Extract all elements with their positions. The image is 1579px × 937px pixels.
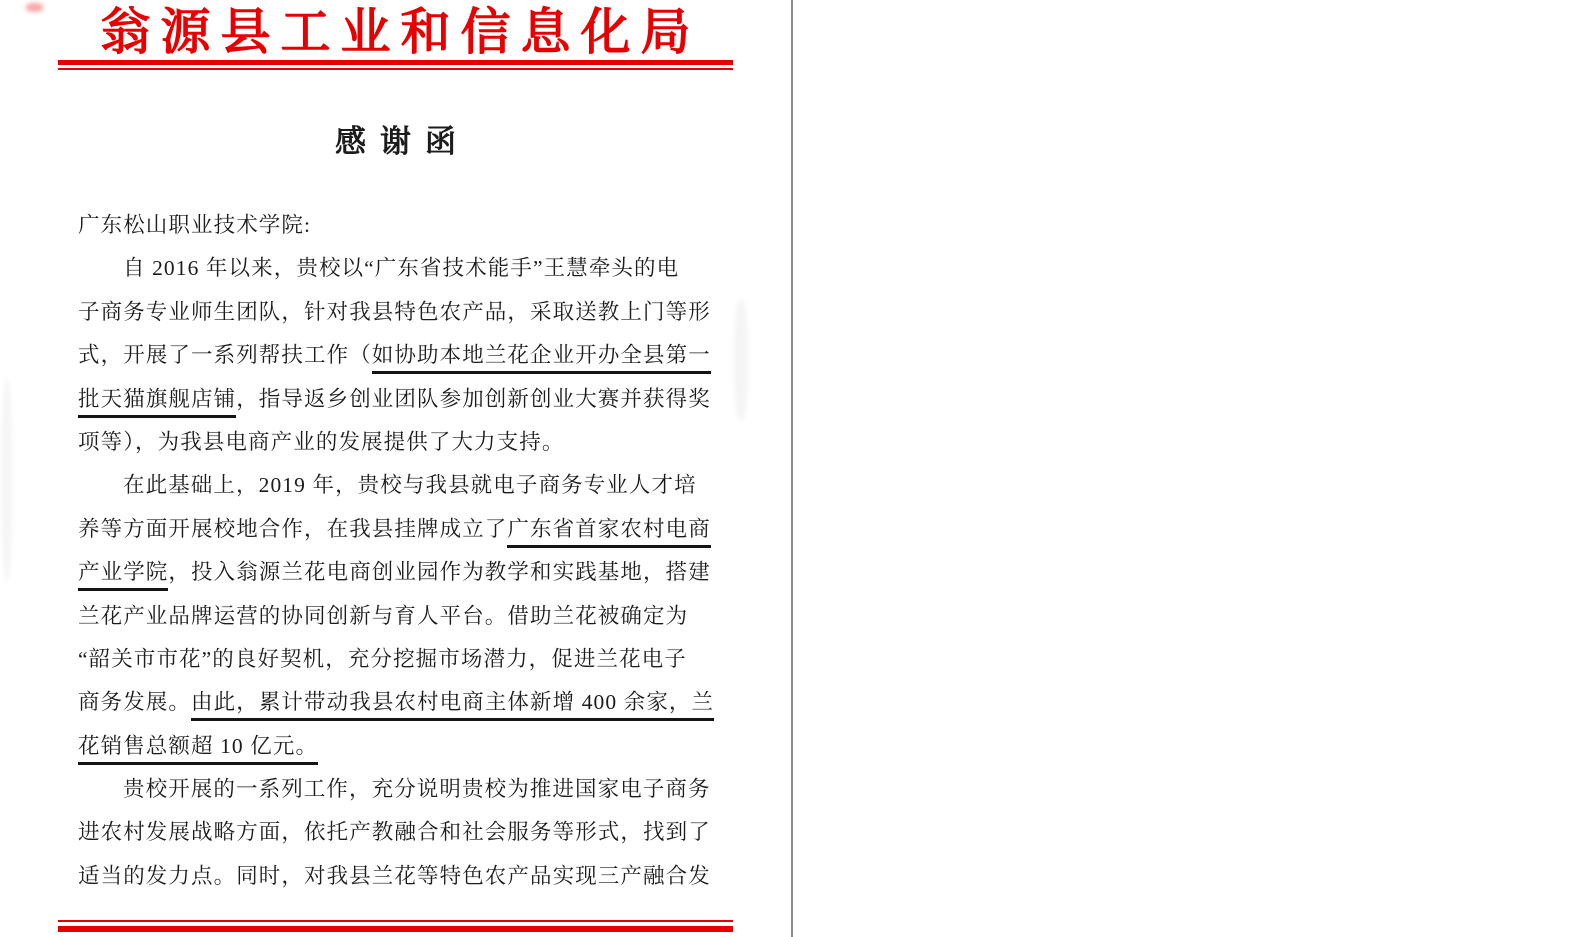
body-line <box>78 768 738 811</box>
body-line <box>78 681 738 724</box>
text-run: 适当的发力点。同时，对我县兰花等特色农产品实现三产融合发 <box>78 863 711 888</box>
body-line <box>78 421 738 464</box>
body-line <box>78 725 738 768</box>
underlined-text: 产业学院 <box>78 560 168 591</box>
text-run: 广东松山职业技术学院: <box>78 213 312 237</box>
text-run: 贵校开展的一系列工作，充分说明贵校为推进国家电子商务 <box>123 777 711 802</box>
scan-artifact-gray <box>2 380 12 580</box>
text-run: 在此基础上，2019 年，贵校与我县就电子商务专业人才培 <box>123 473 697 498</box>
text-run: 项等），为我县电商产业的发展提供了大力支持。 <box>78 429 565 454</box>
text-run: 自 2016 年以来，贵校以“广东省技术能手”王慧牵头的电 <box>123 256 680 281</box>
body-line <box>78 464 738 507</box>
body-line <box>78 334 738 377</box>
scan-artifact-gray <box>734 300 748 420</box>
text-run: 进农村发展战略方面，依托产教融合和社会服务等形式，找到了 <box>78 820 711 845</box>
body-line <box>78 204 738 247</box>
text-run: ，投入翁源兰花电商创业园作为教学和实践基地，搭建 <box>168 560 711 585</box>
body-line <box>78 247 738 290</box>
body-line <box>78 638 738 681</box>
body-line <box>78 508 738 551</box>
text-run: 式，开展了一系列帮扶工作（ <box>78 343 372 368</box>
text-run: 子商务专业师生团队，针对我县特色农产品，采取送教上门等形 <box>78 299 711 324</box>
footer-rule-thick <box>58 926 733 932</box>
footer-rule-thin <box>58 920 733 922</box>
underlined-text: 如协助本地兰花企业开办全县第一 <box>372 343 711 374</box>
body-line <box>78 855 738 898</box>
text-run: 兰花产业品牌运营的协同创新与育人平台。借助兰花被确定为 <box>78 603 689 628</box>
text-run: 养等方面开展校地合作，在我县挂牌成立了 <box>78 516 508 541</box>
body-line <box>78 811 738 854</box>
text-run: 商务发展。 <box>78 690 192 715</box>
body-line <box>78 551 738 594</box>
text-run: “韶关市市花”的良好契机，充分挖掘市场潜力，促进兰花电子 <box>78 646 687 671</box>
underlined-text: 由此，累计带动我县农村电商主体新增 400 余家，兰 <box>191 690 714 721</box>
underlined-text: 批天猫旗舰店铺 <box>78 387 236 418</box>
letter-body-page1 <box>78 204 738 898</box>
text-run: ，指导返乡创业团队参加创新创业大赛并获得奖 <box>236 386 711 411</box>
body-line <box>78 378 738 421</box>
scan-artifact-red <box>26 3 43 12</box>
letterhead-title: 翁源县工业和信息化局 <box>100 4 701 60</box>
body-line <box>78 291 738 334</box>
letter-page-2 <box>792 0 1579 937</box>
underlined-text: 广东省首家农村电商 <box>507 517 710 548</box>
underlined-text: 花销售总额超 10 亿元。 <box>78 734 318 765</box>
letterhead-rule-thick <box>58 60 733 65</box>
document-title: 感谢函 <box>335 124 470 159</box>
body-line <box>78 595 738 638</box>
letterhead-rule-thin <box>58 68 733 70</box>
